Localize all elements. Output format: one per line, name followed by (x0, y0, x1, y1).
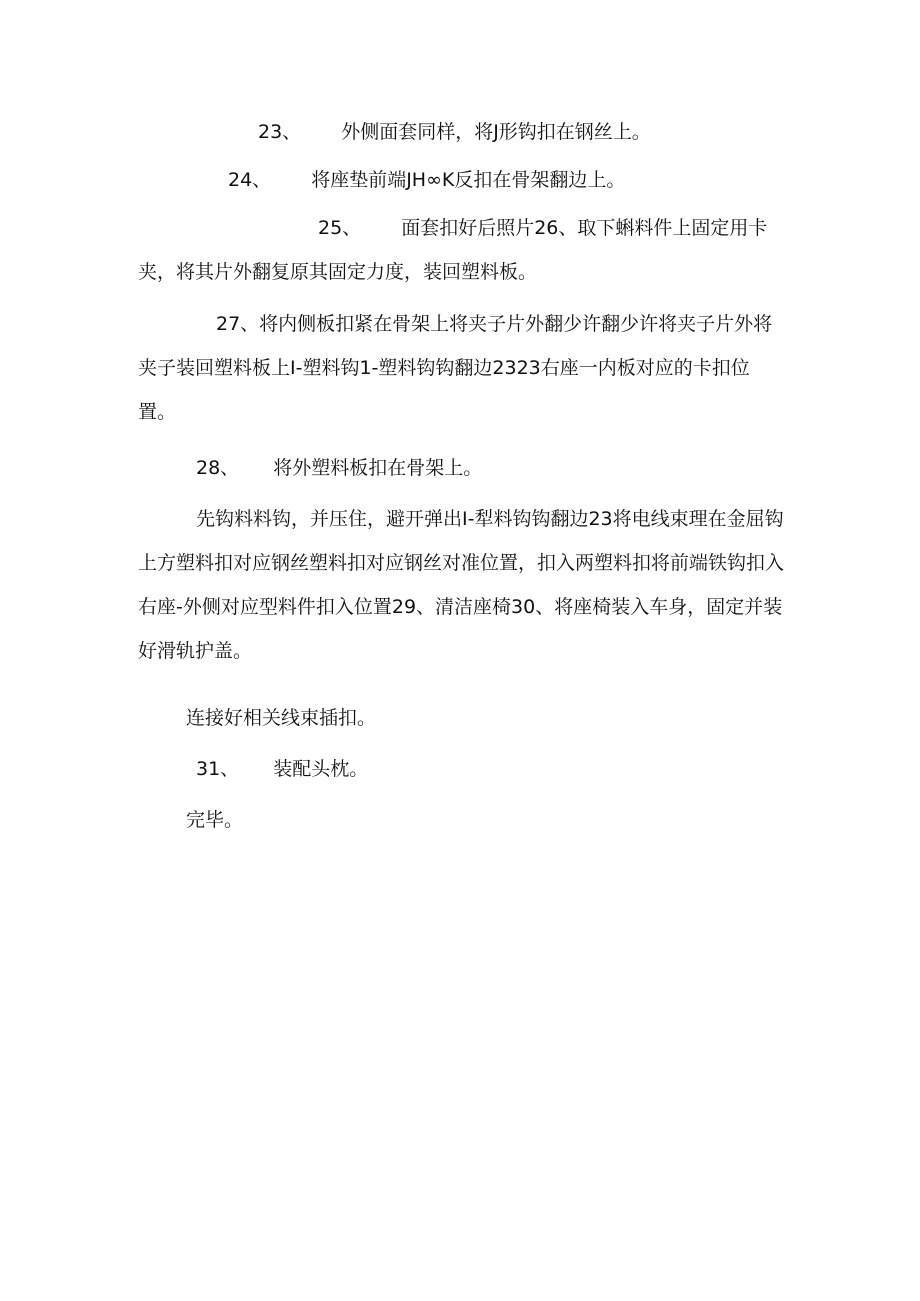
step-31 (138, 747, 784, 791)
step-text: 27、将内侧板扣紧在骨架上将夹子片外翻少许翻少许将夹子片外将夹子装回塑料板上I-塑料钩1-塑料钩钩翻边2323右座一内板对应的卡扣位置。 (138, 313, 773, 423)
step-24 (138, 158, 784, 202)
step-27 (138, 302, 784, 434)
step-text: 装配头枕。 (273, 758, 369, 780)
step-25 (138, 206, 784, 294)
step-number: 31、 (196, 758, 240, 780)
step-text: 连接好相关线束插扣。 (186, 707, 377, 729)
step-23 (138, 110, 784, 154)
step-28 (138, 446, 784, 490)
step-number: 28、 (196, 457, 240, 479)
step-text: 将座垫前端JH∞K反扣在骨架翻边上。 (311, 169, 626, 191)
step-text: 将外塑料板扣在骨架上。 (273, 457, 483, 479)
step-29-30 (138, 497, 784, 673)
step-text: 外侧面套同样，将J形钩扣在钢丝上。 (341, 121, 651, 143)
connect-harness (138, 696, 784, 740)
step-number: 25、 (318, 217, 362, 239)
step-text: 先钩料料钩，并压住，避开弹出I-犁料钩钩翻边23将电线束理在金屈钩上方塑料扣对应钢丝塑料扣对应钢丝对准位置，扣入两塑料扣将前端铁钩扣入右座-外侧对应型料件扣入位置29、清洁座椅30、将座椅装入车身，固定并装好滑轨护盖。 (138, 508, 785, 662)
step-number: 23、 (258, 121, 302, 143)
step-text: 面套扣好后照片26、取下蝌料件上固定用卡夹，将其片外翻复原其固定力度，装回塑料板。 (138, 217, 768, 283)
step-number: 24、 (228, 169, 272, 191)
step-text: 完毕。 (186, 809, 244, 831)
finished (138, 798, 784, 842)
